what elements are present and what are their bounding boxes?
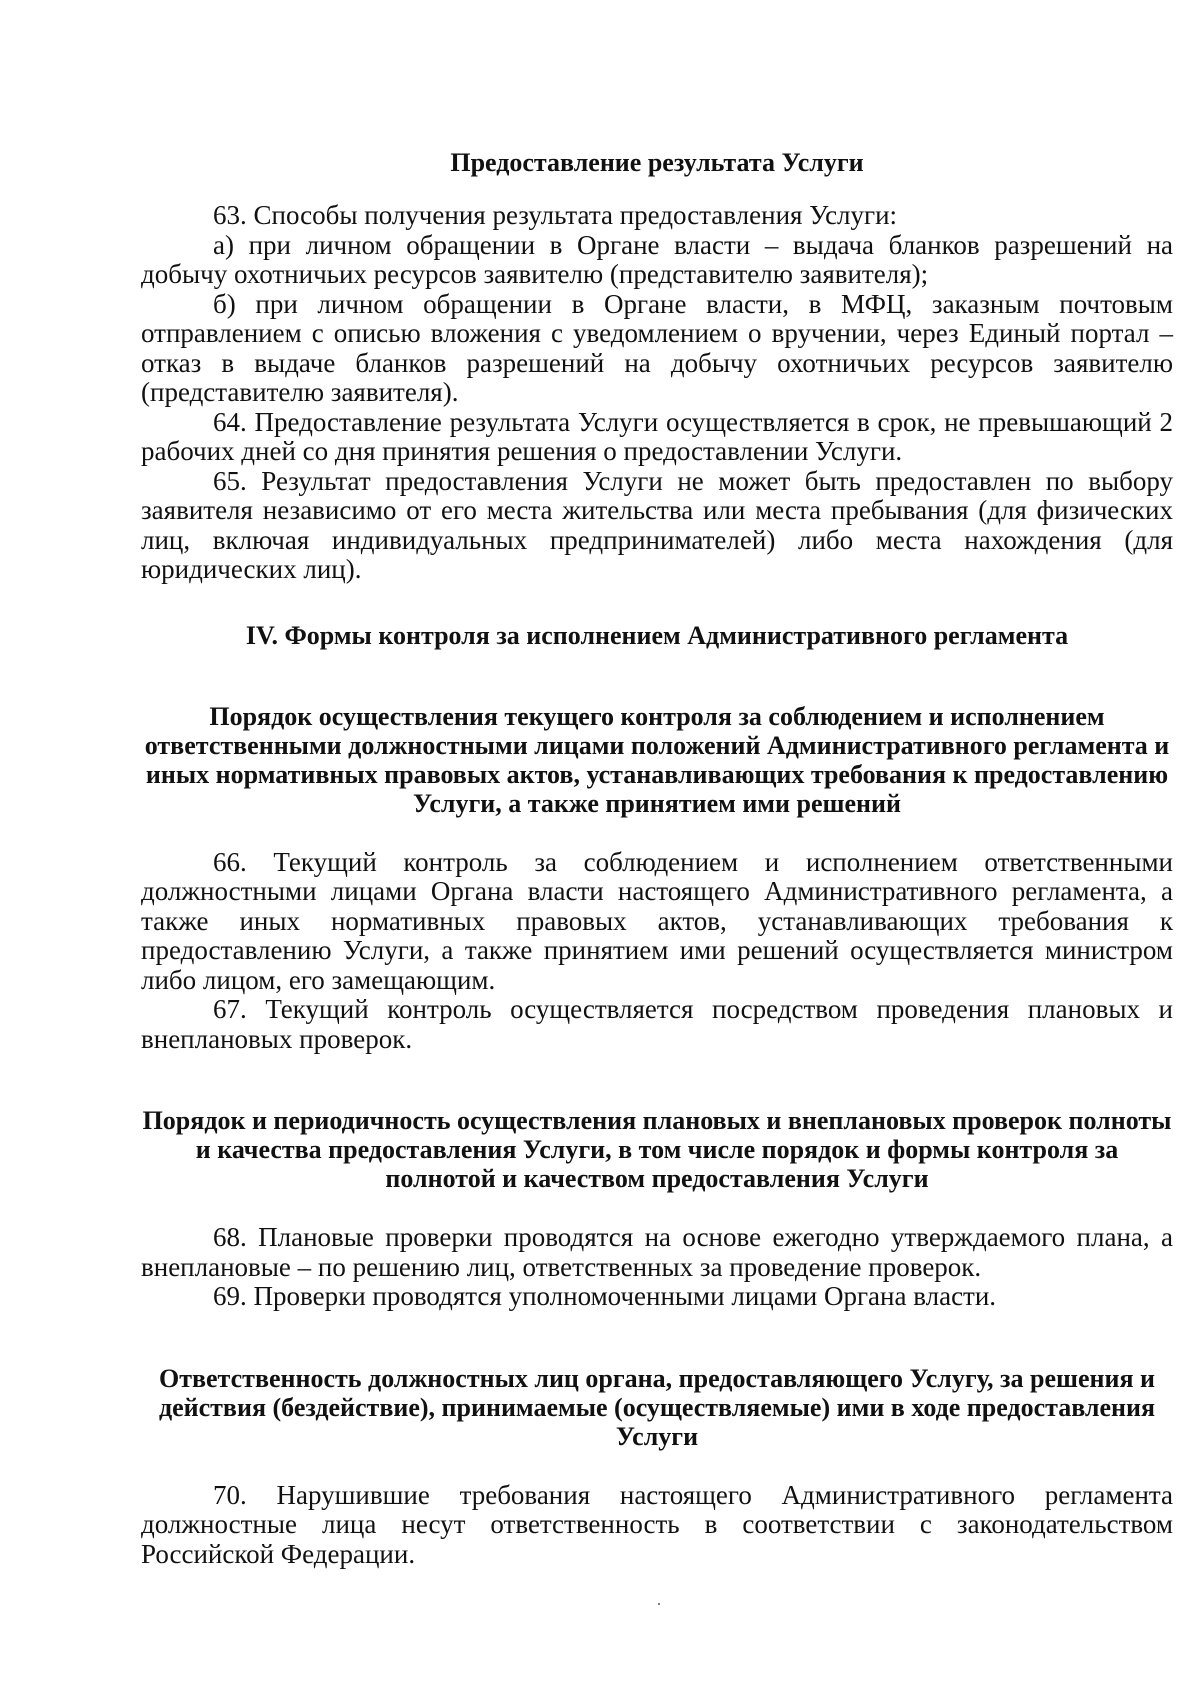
document-body [141, 148, 1173, 1569]
section-heading-current-control: Порядок осуществления текущего контроля за соблюдением и исполнением ответственными должностными лицами положений Административного регламента и иных нормативных правовых актов, устанавливающих требования к предоставлению Услуги, а также принятием ими решений [144, 701, 1170, 818]
paragraph-63: 63. Способы получения результата предоставления Услуги: [213, 200, 898, 230]
paragraph-66: 66. Текущий контроль за соблюдением и исполнением ответственными должностными лицами Органа власти настоящего Административного регламента, а также иных нормативных правовых актов, устанавливающих требования к предоставлению Услуги, а также принятием ими решений осуществляется министром либо лицом, его замещающим. [141, 846, 1173, 995]
scan-speck [658, 1603, 660, 1605]
paragraph-63b: б) при личном обращении в Органе власти, в МФЦ, заказным почтовым отправлением с описью вложения с уведомлением о вручении, через Единый портал – отказ в выдаче бланков разрешений на добычу охотничьих ресурсов заявителю (представителю заявителя). [141, 288, 1173, 407]
paragraph-63a: а) при личном обращении в Органе власти – выдача бланков разрешений на добычу охотничьих ресурсов заявителю (представителю заявителя); [141, 229, 1173, 289]
paragraph-67: 67. Текущий контроль осуществляется посредством проведения плановых и внеплановых проверок. [141, 994, 1173, 1054]
paragraph-64: 64. Предоставление результата Услуги осуществляется в срок, не превышающий 2 рабочих дней со дня принятия решения о предоставлении Услуги. [141, 406, 1173, 466]
paragraph-65: 65. Результат предоставления Услуги не может быть предоставлен по выбору заявителя независимо от его места жительства или места пребывания (для физических лиц, включая индивидуальных предпринимателей) либо места нахождения (для юридических лиц). [141, 465, 1173, 584]
paragraph-70: 70. Нарушившие требования настоящего Административного регламента должностные лица несут ответственность в соответствии с законодательством Российской Федерации. [141, 1479, 1173, 1569]
paragraph-69: 69. Проверки проводятся уполномоченными лицами Органа власти. [213, 1281, 997, 1311]
paragraph-68: 68. Плановые проверки проводятся на основе ежегодно утверждаемого плана, а внеплановые – по решению лиц, ответственных за проведение проверок. [141, 1222, 1173, 1282]
section-heading-inspections: Порядок и периодичность осуществления плановых и внеплановых проверок полноты и качества предоставления Услуги, в том числе порядок и формы контроля за полнотой и качеством предоставления Услуги [142, 1106, 1172, 1193]
section-heading-responsibility: Ответственность должностных лиц органа, предоставляющего Услугу, за решения и действия (бездействие), принимаемые (осуществляемые) ими в ходе предоставления Услуги [158, 1363, 1156, 1451]
chapter-heading-iv: IV. Формы контроля за исполнением Административного регламента [245, 620, 1069, 650]
section-heading-result: Предоставление результата Услуги [450, 148, 864, 177]
